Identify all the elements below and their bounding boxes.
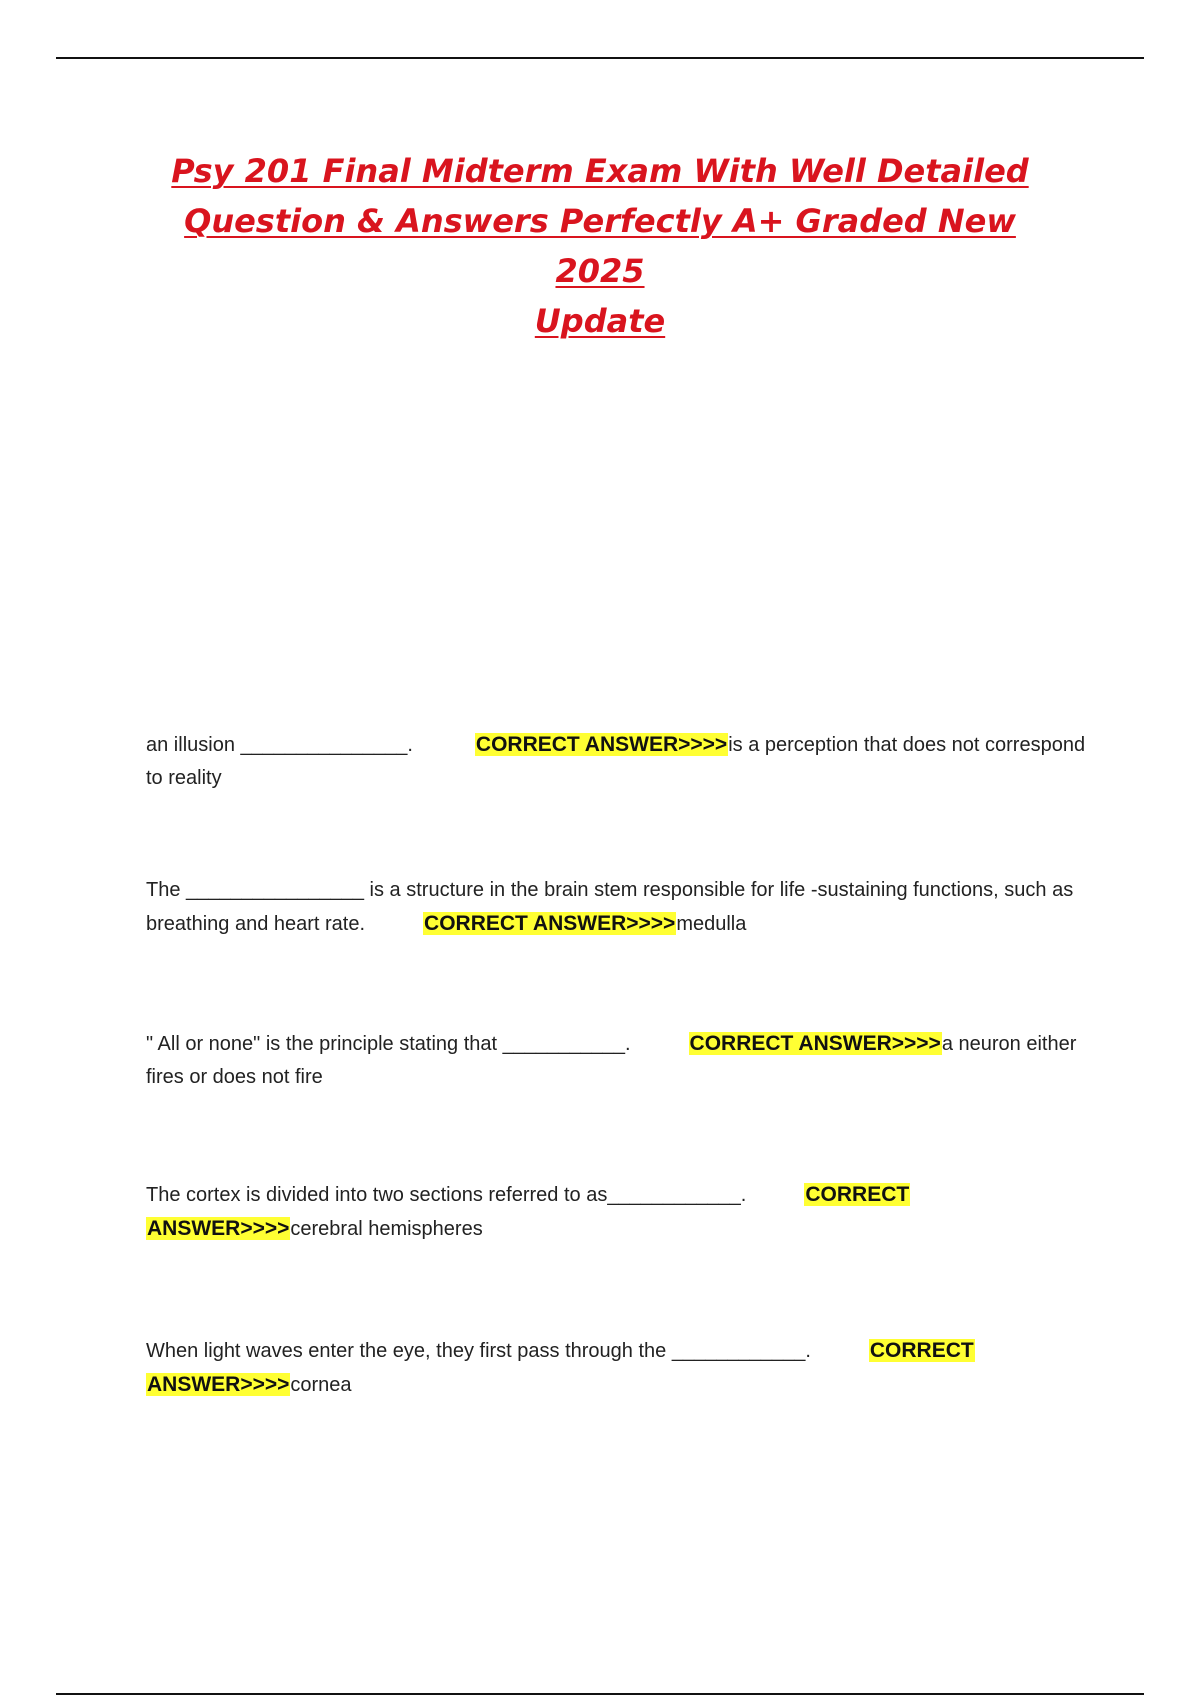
- question-text: an illusion _______________.: [146, 734, 413, 756]
- correct-label-part-2: ANSWER>>>>: [147, 1373, 290, 1396]
- correct-answer-label: CORRECT ANSWER>>>>: [424, 912, 676, 935]
- qa-item-3: [146, 1027, 1086, 1094]
- answer-text: a neuron either fires or does not fire: [146, 1033, 1077, 1088]
- question-text: When light waves enter the eye, they first pass through the ____________.: [146, 1340, 811, 1362]
- correct-label-part-1: CORRECT: [869, 1339, 974, 1362]
- qa-item-4: [146, 1178, 1086, 1246]
- document-title: [150, 146, 1050, 346]
- answer-text: cerebral hemispheres: [290, 1218, 483, 1240]
- question-text: " All or none" is the principle stating that ___________.: [146, 1033, 631, 1055]
- question-text: The ________________ is a structure in the brain stem responsible for life -sustaining functions, such as breathing and heart rate.: [146, 879, 1074, 935]
- correct-label-part-2: ANSWER>>>>: [147, 1217, 290, 1240]
- answer-text: cornea: [290, 1374, 352, 1396]
- title-line-3: Update: [534, 302, 666, 340]
- title-line-1: Psy 201 Final Midterm Exam With Well Detailed: [171, 152, 1029, 190]
- correct-answer-label: CORRECT ANSWER>>>>: [475, 733, 728, 756]
- qa-item-5: [146, 1334, 1086, 1402]
- qa-item-1: [146, 728, 1086, 795]
- question-text: The cortex is divided into two sections referred to as____________.: [146, 1184, 747, 1206]
- header-rule: [56, 57, 1144, 59]
- answer-text: medulla: [676, 913, 747, 935]
- footer-rule: [56, 1693, 1144, 1695]
- qa-item-2: [146, 874, 1086, 941]
- correct-answer-label: CORRECT ANSWER>>>>: [689, 1032, 941, 1055]
- title-line-2: Question & Answers Perfectly A+ Graded New 2025: [184, 202, 1016, 290]
- answer-text: is a perception that does not correspond to reality: [146, 734, 1086, 789]
- correct-label-part-1: CORRECT: [805, 1183, 910, 1206]
